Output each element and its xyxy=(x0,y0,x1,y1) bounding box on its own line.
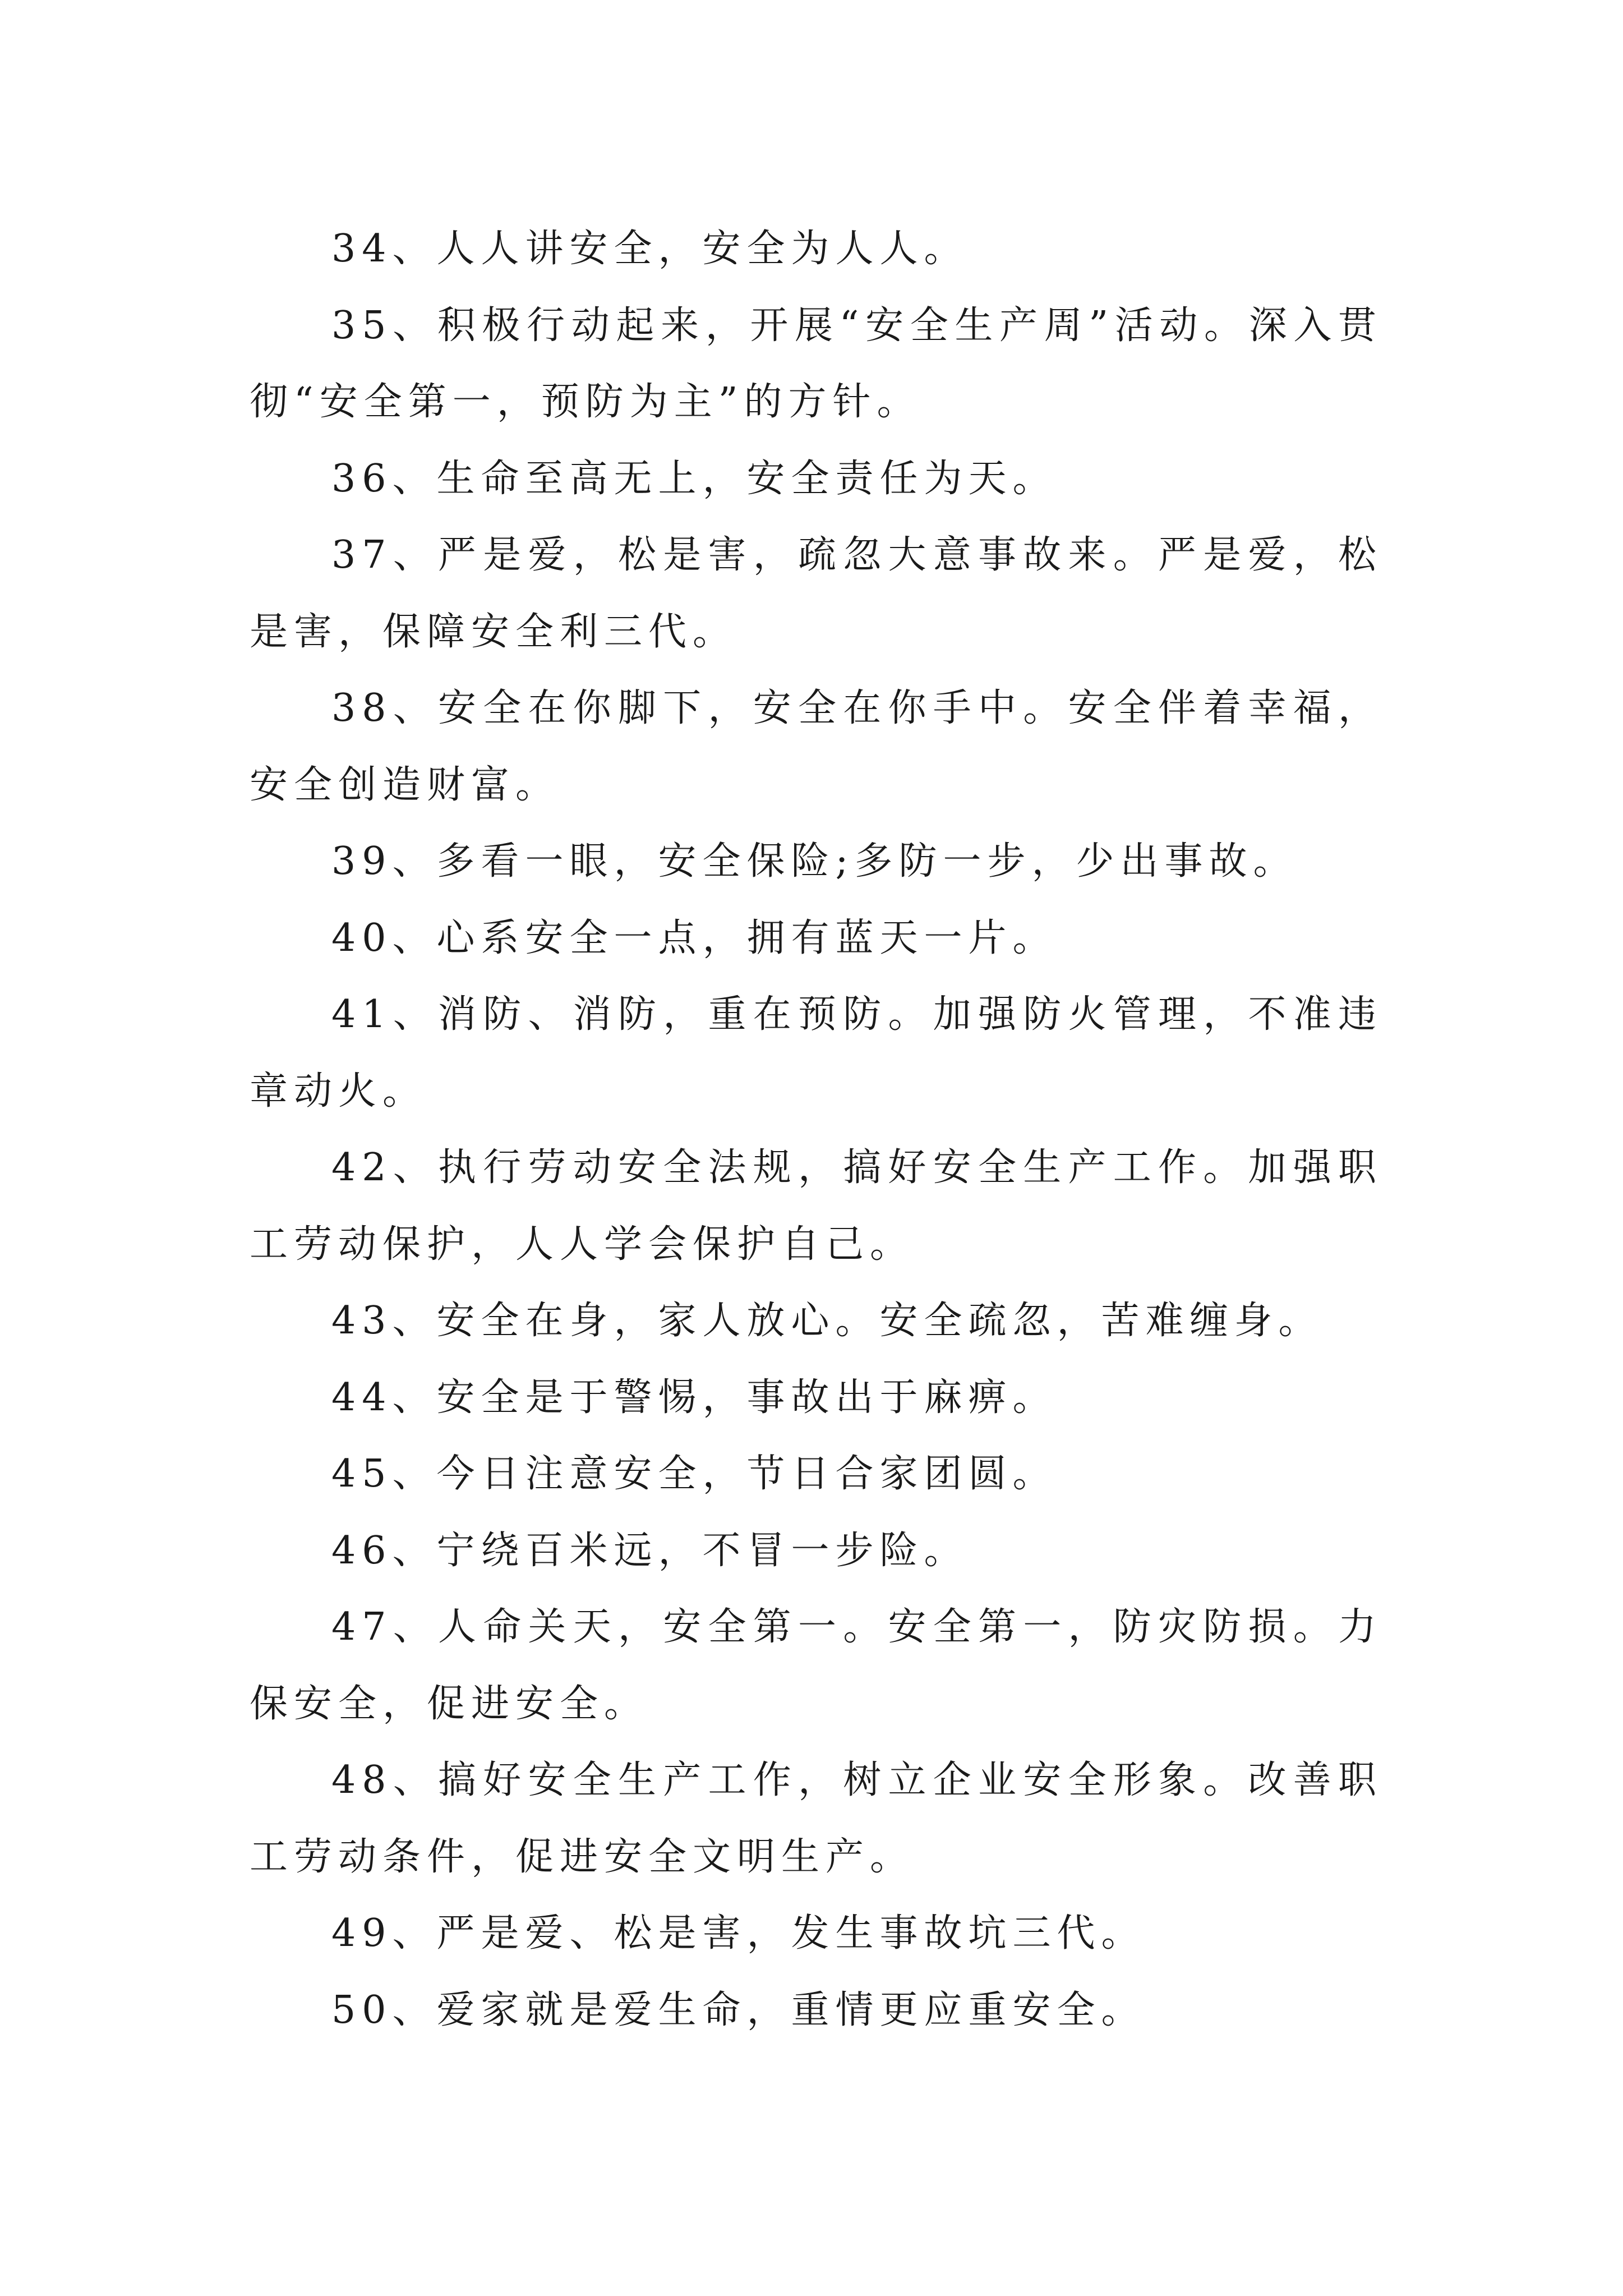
paragraph-34: 34、人人讲安全，安全为人人。 xyxy=(331,227,969,271)
paragraph-37: 37、严是爱，松是害，疏忽大意事故来。严是爱，松是害，保障安全利三代。 xyxy=(250,533,1382,654)
document-body xyxy=(250,211,1382,2049)
paragraph-44: 44、安全是于警惕，事故出于麻痹。 xyxy=(331,1375,1057,1420)
paragraph-40: 40、心系安全一点，拥有蓝天一片。 xyxy=(331,915,1057,960)
paragraph-48: 48、搞好安全生产工作，树立企业安全形象。改善职工劳动条件，促进安全文明生产。 xyxy=(250,1758,1382,1879)
paragraph-41: 41、消防、消防，重在预防。加强防火管理，不准违章动火。 xyxy=(250,992,1382,1114)
paragraph-45: 45、今日注意安全，节日合家团圆。 xyxy=(331,1452,1057,1496)
paragraph-50: 50、爱家就是爱生命，重情更应重安全。 xyxy=(331,1987,1146,2032)
paragraph-49: 49、严是爱、松是害，发生事故坑三代。 xyxy=(331,1911,1146,1955)
paragraph-38: 38、安全在你脚下，安全在你手中。安全伴着幸福，安全创造财富。 xyxy=(250,686,1382,807)
paragraph-47: 47、人命关天，安全第一。安全第一，防灾防损。力保安全，促进安全。 xyxy=(250,1605,1382,1726)
paragraph-36: 36、生命至高无上，安全责任为天。 xyxy=(331,456,1057,501)
paragraph-42: 42、执行劳动安全法规，搞好安全生产工作。加强职工劳动保护，人人学会保护自己。 xyxy=(250,1145,1382,1267)
paragraph-43: 43、安全在身，家人放心。安全疏忽，苦难缠身。 xyxy=(331,1299,1323,1343)
paragraph-39: 39、多看一眼，安全保险;多防一步，少出事故。 xyxy=(331,839,1298,884)
paragraph-46: 46、宁绕百米远，不冒一步险。 xyxy=(331,1528,969,1573)
paragraph-35: 35、积极行动起来，开展“安全生产周”活动。深入贯彻“安全第一，预防为主”的方针。 xyxy=(250,303,1382,424)
